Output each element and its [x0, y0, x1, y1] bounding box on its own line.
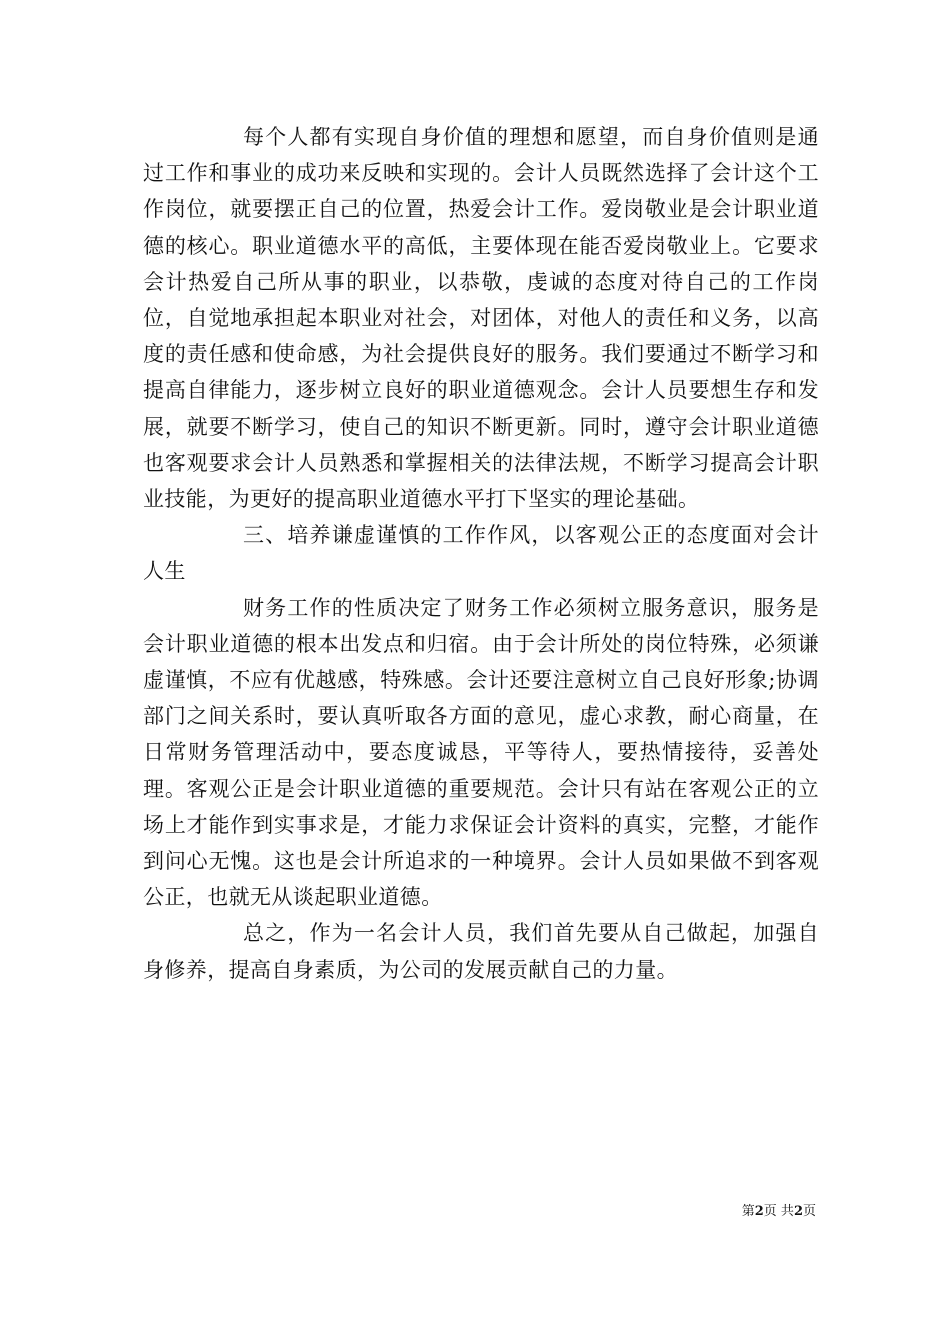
footer-prefix: 第 [741, 1204, 755, 1219]
document-body [143, 119, 819, 988]
paragraph-professional-dedication: 每个人都有实现自身价值的理想和愿望，而自身价值则是通过工作和事业的成功来反映和实现的。会计人员既然选择了会计这个工作岗位，就要摆正自己的位置，热爱会计工作。爱岗敬业是会计职业道德的核心。职业道德水平的高低，主要体现在能否爱岗敬业上。它要求会计热爱自己所从事的职业，以恭敬，虔诚的态度对待自己的工作岗位，自觉地承担起本职业对社会，对团体，对他人的责任和义务，以高度的责任感和使命感，为社会提供良好的服务。我们要通过不断学习和提高自律能力，逐步树立良好的职业道德观念。会计人员要想生存和发展，就要不断学习，使自己的知识不断更新。同时，遵守会计职业道德也客观要求会计人员熟悉和掌握相关的法律法规，不断学习提高会计职业技能，为更好的提高职业道德水平打下坚实的理论基础。 [143, 125, 819, 512]
footer-middle: 页 共 [763, 1204, 794, 1219]
paragraph-conclusion: 总之，作为一名会计人员，我们首先要从自己做起，加强自身修养，提高自身素质，为公司的发展贡献自己的力量。 [143, 921, 819, 982]
footer-current-page: 2 [754, 1204, 764, 1219]
footer-total-pages: 2 [793, 1204, 803, 1219]
section-heading-three: 三、培养谦虚谨慎的工作作风，以客观公正的态度面对会计人生 [143, 523, 819, 584]
page-number-footer [716, 1203, 816, 1221]
paragraph-humility-objectivity: 财务工作的性质决定了财务工作必须树立服务意识，服务是会计职业道德的根本出发点和归宿。由于会计所处的岗位特殊，必须谦虚谨慎，不应有优越感，特殊感。会计还要注意树立自己良好形象;协调部门之间关系时，要认真听取各方面的意见，虚心求教，耐心商量，在日常财务管理活动中，要态度诚恳，平等待人，要热情接待，妥善处理。客观公正是会计职业道德的重要规范。会计只有站在客观公正的立场上才能作到实事求是，才能力求保证会计资料的真实，完整，才能作到问心无愧。这也是会计所追求的一种境界。会计人员如果做不到客观公正，也就无从谈起职业道德。 [143, 595, 819, 910]
footer-suffix: 页 [802, 1204, 816, 1219]
